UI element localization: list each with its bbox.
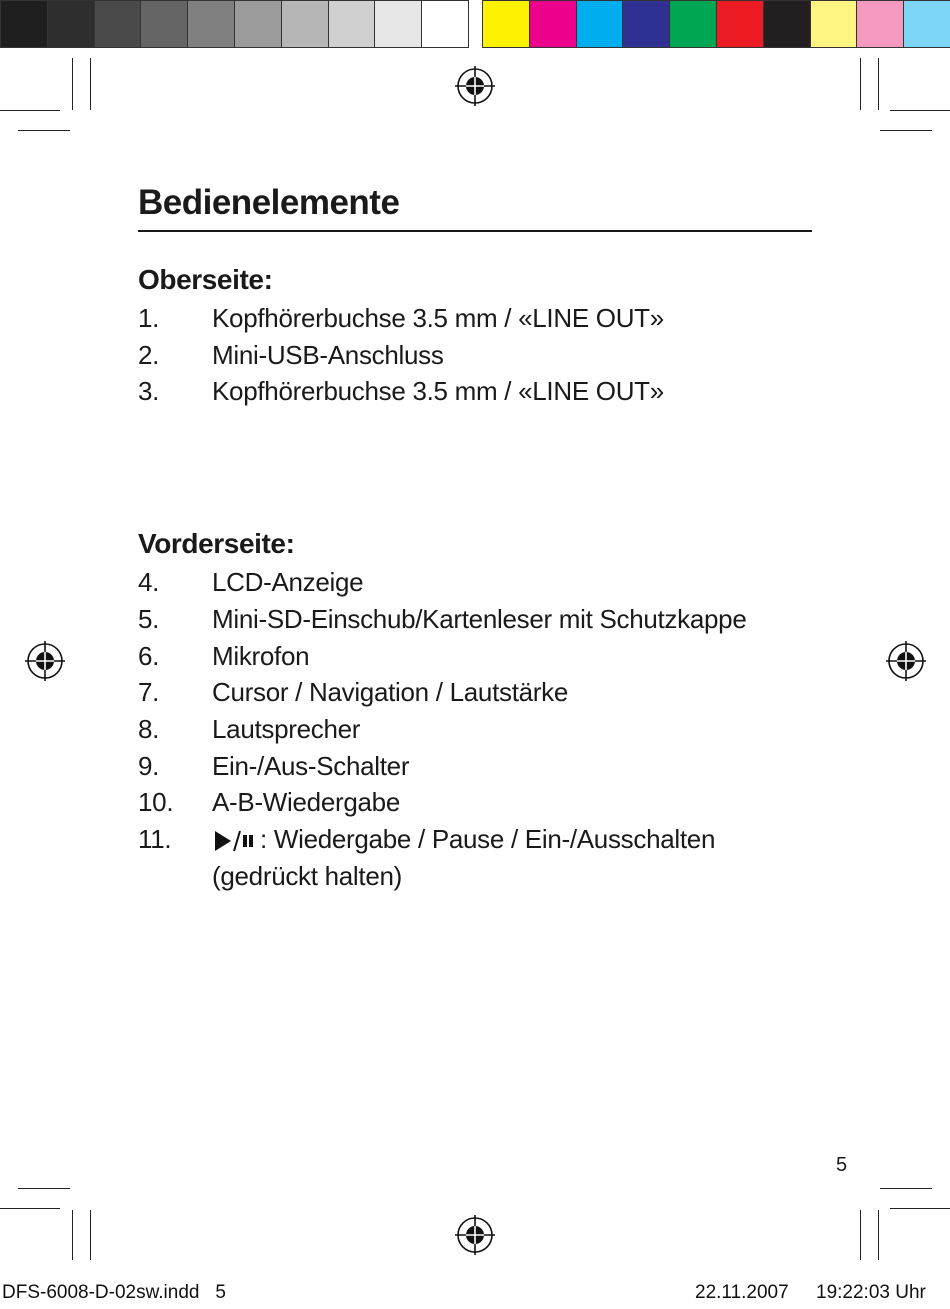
page-title: Bedienelemente (138, 180, 812, 232)
process-color-swatch (810, 0, 858, 48)
process-color-swatch (576, 0, 624, 48)
item-text: Kopfhörerbuchse 3.5 mm / «LINE OUT» (212, 303, 664, 333)
item-text: A-B-Wiedergabe (212, 787, 400, 818)
footer-file-slug: DFS-6008-D-02sw.indd 5 (2, 1282, 226, 1303)
section-top (138, 260, 812, 410)
list-item (138, 674, 812, 711)
footer-time: 19:22:03 Uhr (816, 1282, 926, 1303)
registration-mark-icon (886, 641, 926, 681)
grayscale-swatch (234, 0, 282, 48)
item-text-main: : Wiedergabe / Pause / Ein-/Ausschalten (260, 824, 716, 855)
item-number: 10. (138, 787, 174, 818)
list-item (138, 564, 812, 601)
grayscale-swatch (0, 0, 48, 48)
crop-mark (880, 1188, 932, 1189)
item-number: 7. (138, 677, 160, 708)
crop-mark (880, 130, 932, 131)
item-number: 4. (138, 567, 160, 598)
play-pause-icon (212, 829, 256, 853)
manual-page-content (138, 180, 812, 894)
grayscale-swatch (140, 0, 188, 48)
item-number: 11. (138, 824, 172, 855)
list-item (138, 784, 812, 821)
grayscale-swatch (94, 0, 142, 48)
crop-mark (72, 1210, 73, 1260)
item-text (212, 821, 812, 894)
crop-mark (18, 1188, 70, 1189)
item-number: 6. (138, 640, 160, 671)
grayscale-swatch (281, 0, 329, 48)
list-item (138, 601, 812, 638)
crop-mark (18, 130, 70, 131)
process-color-bar (482, 0, 950, 50)
section-heading: Vorderseite: (138, 528, 295, 560)
item-text: Lautsprecher (212, 713, 361, 744)
grayscale-swatch (47, 0, 95, 48)
item-number: 5. (138, 603, 160, 634)
item-number: 8. (138, 713, 160, 744)
grayscale-swatch (187, 0, 235, 48)
process-color-swatch (763, 0, 811, 48)
process-color-swatch (856, 0, 904, 48)
crop-mark (878, 1210, 879, 1260)
crop-mark (72, 58, 73, 110)
grayscale-swatch (374, 0, 422, 48)
registration-mark-icon (25, 641, 65, 681)
list-item (138, 337, 812, 374)
crop-mark (860, 58, 861, 110)
grayscale-swatch (328, 0, 376, 48)
item-number: 9. (138, 750, 160, 781)
item-text: LCD-Anzeige (212, 567, 364, 598)
item-text: Cursor / Navigation / Lautstärke (212, 677, 569, 708)
item-text: Mini-USB-Anschluss (212, 339, 444, 370)
crop-mark (90, 1210, 91, 1260)
section-front (138, 524, 812, 894)
process-color-swatch (529, 0, 577, 48)
list-item (138, 711, 812, 748)
list-item (138, 373, 812, 410)
page-number: 5 (836, 1154, 848, 1176)
grayscale-swatch (421, 0, 469, 48)
process-color-swatch (482, 0, 530, 48)
crop-mark (878, 58, 879, 110)
crop-mark (0, 110, 60, 111)
item-text: Kopfhörerbuchse 3.5 mm / «LINE OUT» (212, 376, 664, 407)
registration-mark-icon (455, 66, 495, 106)
crop-mark (0, 1208, 60, 1209)
footer-date: 22.11.2007 (695, 1282, 789, 1303)
crop-mark (890, 1208, 950, 1209)
process-color-swatch (903, 0, 950, 48)
process-color-swatch (716, 0, 764, 48)
item-text-continuation: (gedrückt halten) (212, 860, 403, 891)
item-text: Mini-SD-Einschub/Kartenleser mit Schutzkappe (212, 603, 747, 634)
item-number: 3. (138, 376, 160, 407)
grayscale-color-bar (0, 0, 468, 50)
list-item (138, 638, 812, 675)
registration-mark-icon (455, 1215, 495, 1255)
item-number: 2. (138, 339, 160, 370)
process-color-swatch (622, 0, 670, 48)
list-item (138, 300, 812, 337)
item-text: Ein-/Aus-Schalter (212, 750, 410, 781)
process-color-swatch (669, 0, 717, 48)
section-heading: Oberseite: (138, 264, 273, 295)
list-item (138, 748, 812, 785)
item-number: 1. (138, 303, 160, 333)
item-text: Mikrofon (212, 640, 310, 671)
crop-mark (860, 1210, 861, 1260)
crop-mark (90, 58, 91, 110)
crop-mark (890, 110, 950, 111)
list-item (138, 821, 812, 894)
